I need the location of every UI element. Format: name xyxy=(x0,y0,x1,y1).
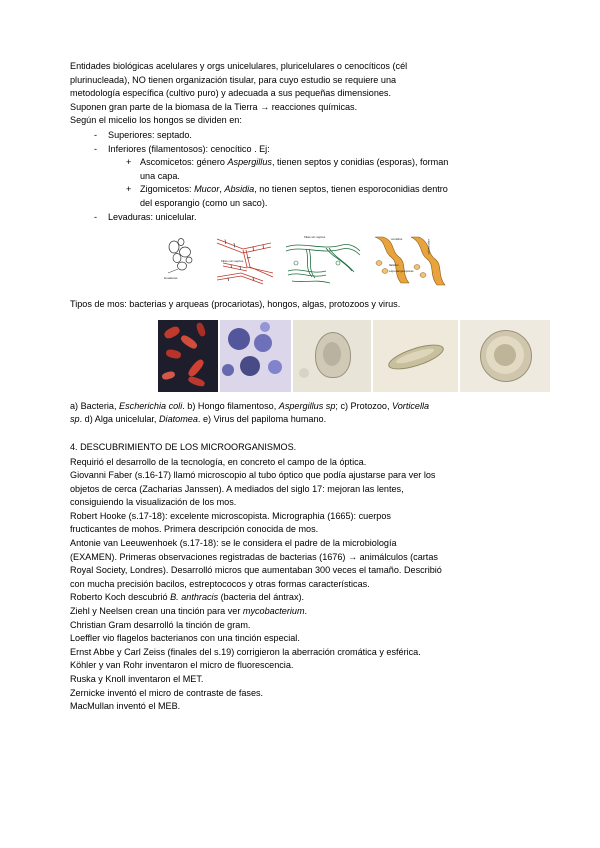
plus-bullet-icon: + xyxy=(126,157,132,168)
genus-mycobacterium: mycobacterium xyxy=(242,606,305,617)
sublist-text-post: , no tienen septos, tienen esporoconidias dentro xyxy=(254,184,448,195)
genus-mucor: Mucor xyxy=(194,184,220,195)
types-line xyxy=(70,298,552,312)
types-line-text: Tipos de mos: bacterias y arqueas (procariotas), hongos, algas, protozoos y virus. xyxy=(70,299,401,310)
section-line: (EXAMEN). Primeras observaciones registradas de bacterias (1676) → animálculos (cartas xyxy=(70,551,438,562)
intro-paragraph xyxy=(70,60,552,128)
koch-seg: Roberto Koch descubrió xyxy=(70,592,171,603)
sublist-line-2: una capa. xyxy=(140,170,180,181)
conidios-esporangio-drawing xyxy=(365,233,455,289)
section-line: Loeffler vio flagelos bacterianos con una tinción especial. xyxy=(70,633,300,644)
list-item xyxy=(94,129,552,143)
panel-hifas-con-septos xyxy=(213,233,279,289)
sublist-text-pre: Ascomicetos: género xyxy=(140,157,228,168)
intro-line-2: plurinucleada), NO tienen organización tisular, para cuyo estudio se requiere una xyxy=(70,74,397,85)
species-ecoli: Escherichia coli xyxy=(119,400,183,411)
plus-bullet-icon: + xyxy=(126,184,132,195)
intro-line-4: Suponen gran parte de la biomasa de la Tierra → reacciones químicas. xyxy=(70,101,358,112)
genus-aspergillus: Aspergillus xyxy=(227,157,272,168)
intro-line-5: Según el micelio los hongos se dividen en: xyxy=(70,115,242,126)
caption-seg: . d) Alga unicelular, xyxy=(79,414,159,425)
label-levaduras: levaduras xyxy=(164,276,178,281)
list-item-label: Superiores: septado. xyxy=(108,129,192,140)
sublist-line-2: del esporangio (como un saco). xyxy=(140,197,268,208)
label-esporangiosporas: esporangiosporas xyxy=(389,269,414,274)
photo-hongo-aspergillus xyxy=(220,320,292,392)
list-item-label: Inferiores (filamentosos): cenocítico . Ej: xyxy=(108,143,270,154)
species-banthracis: B. anthracis xyxy=(170,592,219,603)
intro-line-1: Entidades biológicas acelulares y orgs unicelulares, pluricelulares o cenocíticos (cél xyxy=(70,61,408,71)
label-conidios: conidios xyxy=(391,237,403,242)
photo-virus-papiloma xyxy=(460,320,550,392)
label-fialides: fialides xyxy=(389,263,399,268)
sublist-text-post: , tienen septos y conidias (esporas), forman xyxy=(271,157,449,168)
caption-seg: . b) Hongo filamentoso, xyxy=(182,400,279,411)
sublist-text-mid: , xyxy=(219,184,225,195)
panel-conidios-esporangio xyxy=(365,233,455,289)
list-item-label: Levaduras: unicelular. xyxy=(108,211,197,222)
section-line: objetos de cerca (Zacharias Janssen). A mediados del siglo 17: mejoran las lentes, xyxy=(70,483,404,494)
fungi-sublist xyxy=(126,156,552,210)
hifas-sin-septos-drawing xyxy=(282,233,362,289)
section-line: Royal Society, Londres). Desarrolló micros que aumentaban 300 veces el tamaño. Describió xyxy=(70,565,442,576)
dash-bullet-icon: - xyxy=(94,129,98,140)
fungi-list xyxy=(94,129,552,156)
caption-seg: ; c) Protozoo, xyxy=(335,400,392,411)
species-sp: sp xyxy=(70,414,80,425)
section-heading-text: 4. DESCUBRIMIENTO DE LOS MICROORGANISMOS. xyxy=(70,441,297,452)
label-hifas-sin-septos: hifas sin septos xyxy=(304,235,326,240)
section-line: Robert Hooke (s.17-18): excelente microscopista. Micrographia (1665): cuerpos xyxy=(70,510,391,521)
section-line: Antonie van Leeuwenhoek (s.17-18): se le considera el padre de la microbiología xyxy=(70,538,397,549)
dash-bullet-icon: - xyxy=(94,143,98,154)
list-item xyxy=(94,143,552,157)
figure-caption xyxy=(70,400,552,427)
figure-fungi-diagram xyxy=(158,233,456,289)
photo-protozoo-vorticella xyxy=(293,320,371,392)
caption-seg: . e) Virus del papiloma humano. xyxy=(197,414,327,425)
panel-hifas-sin-septos xyxy=(282,233,362,289)
panel-levaduras xyxy=(158,233,210,289)
list-item xyxy=(94,211,552,225)
list-item xyxy=(126,183,552,210)
label-hifas-con-septos: hifas con septos xyxy=(221,259,244,264)
intro-line-3: metodología específica (cultivo puro) y adecuada a sus pequeñas dimensiones. xyxy=(70,88,392,99)
sublist-ascomicetos-text xyxy=(140,157,448,167)
section-line: consiguiendo la visualización de los mos. xyxy=(70,497,237,508)
fungi-list-continued xyxy=(94,211,552,225)
section-line: fructicantes de mohos. Primera descripción conocida de mos. xyxy=(70,524,319,535)
section-line: con mucha precisión bacilos, estreptococos y otras formas características. xyxy=(70,578,370,589)
ziehl-seg: Ziehl y Neelsen crean una tinción para ver xyxy=(70,606,243,617)
figure-micrograph-strip xyxy=(158,320,550,392)
section-body xyxy=(70,456,552,714)
ziehl-seg: . xyxy=(304,606,308,617)
species-vorticella: Vorticella xyxy=(392,400,430,411)
sublist-zigomicetos-text xyxy=(140,184,448,194)
section-line: Ernst Abbe y Carl Zeiss (finales del s.19) corrigieron la aberración cromática y esférica. xyxy=(70,646,421,657)
caption-seg: a) Bacteria, xyxy=(70,400,120,411)
list-item xyxy=(126,156,552,183)
section-line: MacMullan inventó el MEB. xyxy=(70,701,181,712)
caption-line-2 xyxy=(70,413,552,427)
section-heading xyxy=(70,441,552,455)
section-line: Zernicke inventó el micro de contraste de fases. xyxy=(70,687,264,698)
koch-seg: (bacteria del ántrax). xyxy=(218,592,305,603)
ziehl-line xyxy=(70,605,552,619)
photo-alga-diatomea xyxy=(373,320,459,392)
section-line: Ruska y Knoll inventaron el MET. xyxy=(70,674,204,684)
genus-absidia: Absidia xyxy=(224,184,255,195)
sublist-text-pre: Zigomicetos: xyxy=(140,184,195,195)
label-esporangio: esporangio xyxy=(427,239,431,255)
section-line: Requirió el desarrollo de la tecnología, en concreto el campo de la óptica. xyxy=(70,456,367,467)
levaduras-drawing xyxy=(158,233,210,289)
section-line: Köhler y van Rohr inventaron el micro de fluorescencia. xyxy=(70,660,294,671)
dash-bullet-icon: - xyxy=(94,211,98,222)
species-aspergillus: Aspergillus sp xyxy=(278,400,336,411)
species-diatomea: Diatomea xyxy=(158,414,198,425)
section-line: Christian Gram desarrolló la tinción de gram. xyxy=(70,619,251,630)
caption-line-1 xyxy=(70,400,552,414)
koch-line xyxy=(70,591,552,605)
section-line: Giovanni Faber (s.16-17) llamó microscopio al tubo óptico que podía ajustarse para ver los xyxy=(70,470,436,481)
photo-bacteria-ecoli xyxy=(158,320,218,392)
